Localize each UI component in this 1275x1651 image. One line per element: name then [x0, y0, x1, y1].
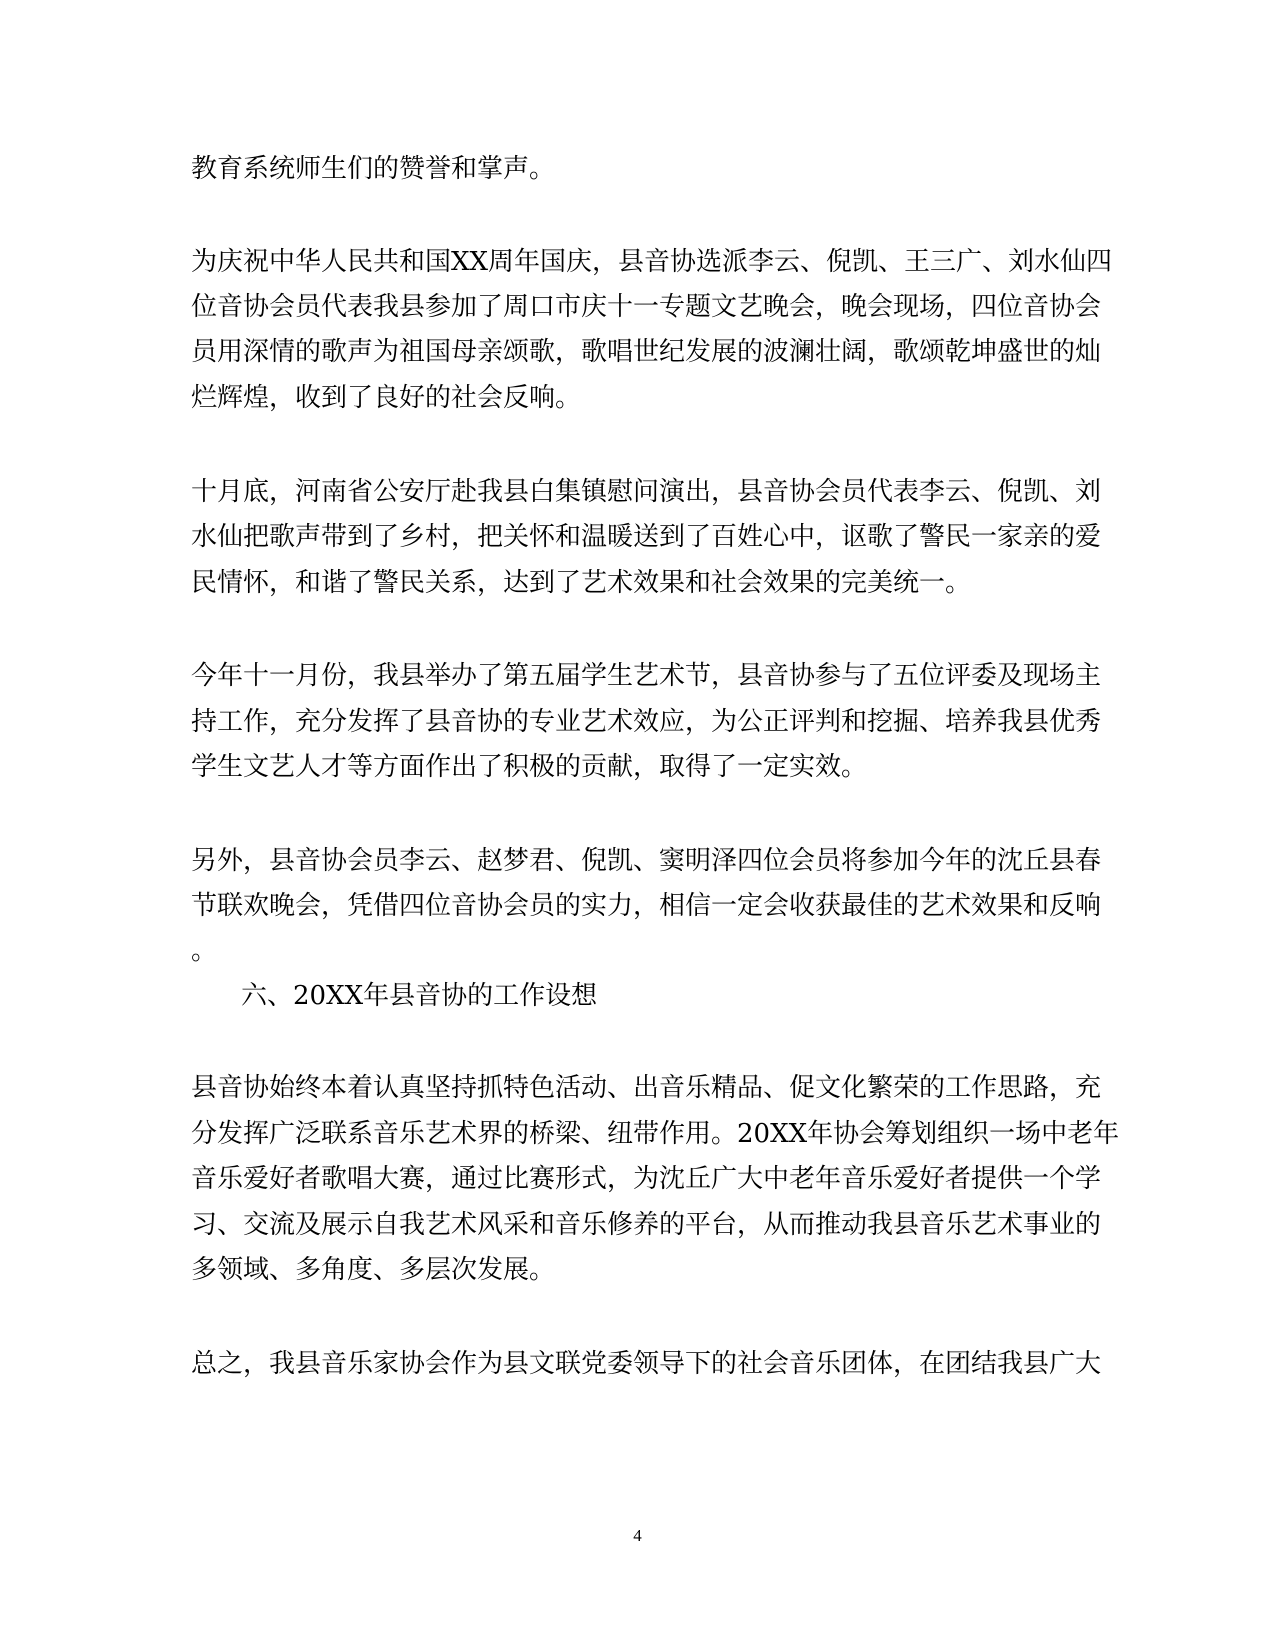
- paragraph-line: 今年十一月份，我县举办了第五届学生艺术节，县音协参与了五位评委及现场主: [191, 661, 1102, 691]
- paragraph-line: 另外，县音协会员李云、赵梦君、倪凯、窦明泽四位会员将参加今年的沈丘县春: [191, 846, 1102, 876]
- paragraph-line: 学生文艺人才等方面作出了积极的贡献，取得了一定实效。: [191, 752, 868, 782]
- paragraph-line: 十月底，河南省公安厅赴我县白集镇慰问演出，县音协会员代表李云、倪凯、刘: [191, 477, 1102, 507]
- paragraph-line: 县音协始终本着认真坚持抓特色活动、出音乐精品、促文化繁荣的工作思路，充: [191, 1073, 1102, 1103]
- paragraph-line: 音乐爱好者歌唱大赛，通过比赛形式，为沈丘广大中老年音乐爱好者提供一个学: [191, 1164, 1102, 1194]
- paragraph-line: 节联欢晚会，凭借四位音协会员的实力，相信一定会收获最佳的艺术效果和反响: [191, 891, 1102, 921]
- paragraph-line: 。: [191, 936, 218, 966]
- paragraph-line: 民情怀，和谐了警民关系，达到了艺术效果和社会效果的完美统一。: [191, 568, 972, 598]
- section-heading: 六、20XX年县音协的工作设想: [241, 981, 598, 1011]
- paragraph-line: 员用深情的歌声为祖国母亲颂歌，歌唱世纪发展的波澜壮阔，歌颂乾坤盛世的灿: [191, 337, 1102, 367]
- paragraph-line: 持工作，充分发挥了县音协的专业艺术效应，为公正评判和挖掘、培养我县优秀: [191, 707, 1102, 737]
- page-number: 4: [633, 1526, 642, 1545]
- paragraph-line: 分发挥广泛联系音乐艺术界的桥梁、纽带作用。20XX年协会筹划组织一场中老年: [191, 1119, 1120, 1149]
- paragraph-line: 多领域、多角度、多层次发展。: [191, 1255, 556, 1285]
- paragraph-line: 总之，我县音乐家协会作为县文联党委领导下的社会音乐团体，在团结我县广大: [191, 1349, 1102, 1379]
- paragraph-line: 烂辉煌，收到了良好的社会反响。: [191, 383, 582, 413]
- paragraph-line: 位音协会员代表我县参加了周口市庆十一专题文艺晚会，晚会现场，四位音协会: [191, 292, 1102, 322]
- paragraph-line: 教育系统师生们的赞誉和掌声。: [191, 154, 556, 184]
- paragraph-line: 习、交流及展示自我艺术风采和音乐修养的平台，从而推动我县音乐艺术事业的: [191, 1210, 1102, 1240]
- paragraph-line: 为庆祝中华人民共和国XX周年国庆，县音协选派李云、倪凯、王三广、刘水仙四: [191, 247, 1113, 277]
- paragraph-line: 水仙把歌声带到了乡村，把关怀和温暖送到了百姓心中，讴歌了警民一家亲的爱: [191, 522, 1102, 552]
